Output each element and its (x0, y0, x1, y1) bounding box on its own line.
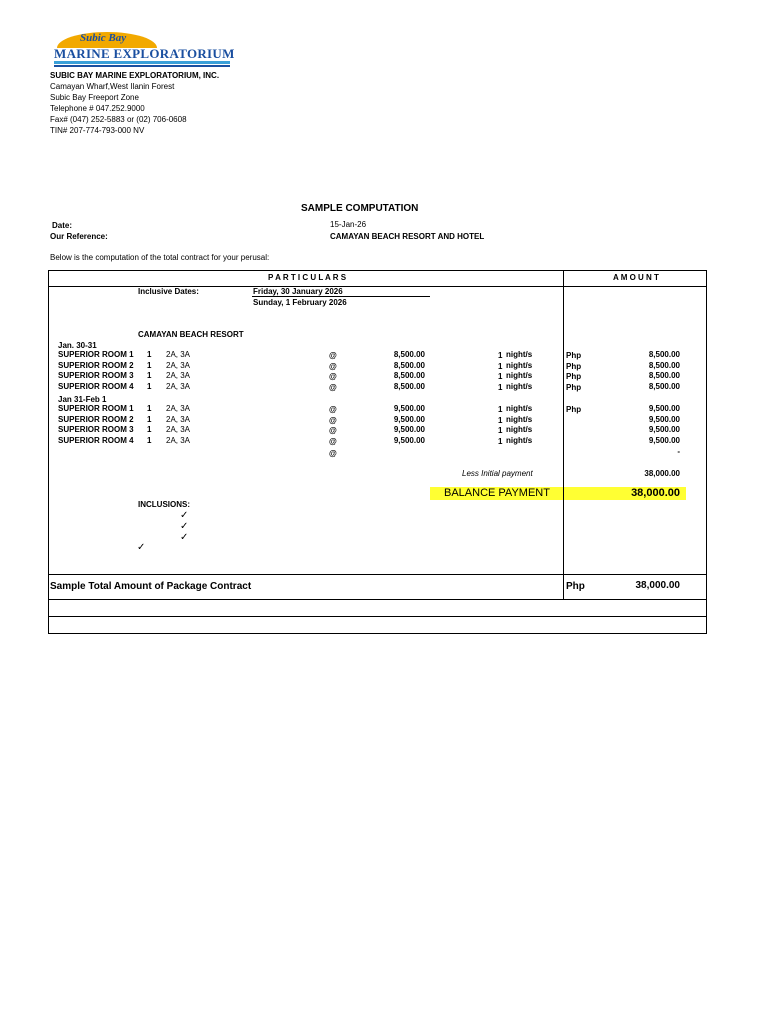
cell-amount: 8,500.00 (648, 371, 680, 381)
cell-amount: 9,500.00 (648, 425, 680, 435)
intro-text: Below is the computation of the total contract for your perusal: (50, 253, 270, 262)
company-telephone: Telephone # 047.252.9000 (50, 104, 145, 113)
balance-payment-amount: 38,000.00 (631, 487, 680, 499)
cell-unit: night/s (506, 414, 533, 424)
cell-pax: 2A, 3A (166, 404, 191, 413)
cell-room: SUPERIOR ROOM 3 (58, 371, 134, 381)
cell-pax: 2A, 3A (166, 425, 191, 435)
total-amount: 38,000.00 (635, 580, 680, 591)
total-label: Sample Total Amount of Package Contract (50, 581, 252, 592)
cell-unit: night/s (506, 360, 533, 370)
cell-unit: night/s (506, 425, 533, 435)
cell-room: SUPERIOR ROOM 1 (58, 404, 134, 413)
company-address1: Camayan Wharf,West Ilanin Forest (50, 82, 175, 91)
cell-room: SUPERIOR ROOM 4 (58, 382, 134, 392)
cell-nights: 1 (498, 426, 503, 436)
cell-rate: 9,500.00 (393, 414, 425, 424)
cell-cur: Php (566, 383, 582, 393)
cell-at: @ (329, 351, 337, 360)
company-logo (52, 30, 235, 70)
cell-rate: 8,500.00 (393, 371, 425, 381)
cell-at: @ (329, 361, 337, 371)
cell-qty: 1 (147, 436, 152, 446)
cell-room: SUPERIOR ROOM 1 (58, 350, 134, 359)
cell-rate: 8,500.00 (393, 350, 425, 359)
table-left-border (48, 270, 49, 634)
cell-qty: 1 (147, 371, 152, 381)
table-top-border (48, 270, 707, 271)
particulars-header: P A R T I C U L A R S (268, 273, 347, 282)
cell-at: @ (329, 405, 337, 414)
cell-pax: 2A, 3A (166, 436, 191, 446)
table-bottom-border (48, 633, 707, 634)
cell-pax: 2A, 3A (166, 371, 191, 381)
logo-text-top: Subic Bay (80, 32, 127, 44)
reference-label: Our Reference: (50, 232, 108, 241)
cell-nights: 1 (498, 372, 503, 382)
cell-amount: 9,500.00 (648, 414, 680, 424)
cell-nights: 1 (498, 383, 503, 393)
resort-name: CAMAYAN BEACH RESORT (138, 330, 244, 339)
inclusive-dates-label: Inclusive Dates: (138, 287, 199, 296)
page-title: SAMPLE COMPUTATION (301, 203, 419, 214)
company-fax: Fax# (047) 252-5883 or (02) 706-0608 (50, 115, 187, 124)
total-currency: Php (566, 581, 585, 592)
cell-unit: night/s (506, 350, 533, 359)
date-from: Friday, 30 January 2026 (253, 287, 343, 296)
cell-room: SUPERIOR ROOM 4 (58, 436, 134, 446)
company-tin: TIN# 207-774-793-000 NV (50, 126, 145, 135)
cell-nights: 1 (498, 361, 503, 371)
cell-pax: 2A, 3A (166, 382, 191, 392)
cell-pax: 2A, 3A (166, 414, 191, 424)
company-address2: Subic Bay Freeport Zone (50, 93, 139, 102)
check-icon: ✓ (180, 510, 189, 521)
date-label: Date: (52, 221, 73, 230)
group1-label: Jan. 30-31 (58, 341, 97, 350)
company-name: SUBIC BAY MARINE EXPLORATORIUM, INC. (50, 71, 220, 80)
cell-rate: 9,500.00 (393, 425, 425, 435)
check-icon: ✓ (180, 521, 189, 532)
cell-unit: night/s (506, 436, 533, 446)
cell-qty: 1 (147, 414, 152, 424)
less-initial-payment-label: Less Initial payment (462, 469, 533, 478)
cell-qty: 1 (147, 404, 152, 413)
cell-qty: 1 (147, 425, 152, 435)
row-divider (48, 616, 707, 617)
cell-rate: 8,500.00 (393, 360, 425, 370)
cell-amount: 8,500.00 (648, 360, 680, 370)
cell-amount: 9,500.00 (648, 404, 680, 413)
logo-text-main: MARINE EXPLORATORIUM (54, 46, 235, 61)
cell-cur: Php (566, 351, 582, 360)
cell-nights: 1 (498, 437, 503, 447)
balance-payment-label: BALANCE PAYMENT (444, 487, 550, 499)
extra-amount: - (677, 447, 680, 456)
cell-at: @ (329, 415, 337, 425)
cell-pax: 2A, 3A (166, 350, 191, 359)
cell-at: @ (329, 426, 337, 436)
cell-cur: Php (566, 405, 582, 414)
total-bottom-border (48, 599, 707, 600)
cell-qty: 1 (147, 350, 152, 359)
cell-nights: 1 (498, 351, 503, 360)
column-divider (563, 270, 564, 600)
cell-qty: 1 (147, 360, 152, 370)
cell-room: SUPERIOR ROOM 3 (58, 425, 134, 435)
cell-nights: 1 (498, 405, 503, 414)
cell-qty: 1 (147, 382, 152, 392)
cell-rate: 9,500.00 (393, 404, 425, 413)
less-initial-payment-amount: 38,000.00 (644, 469, 680, 478)
body-bottom-border (48, 574, 707, 575)
inclusions-label: INCLUSIONS: (138, 500, 190, 509)
cell-amount: 8,500.00 (648, 350, 680, 359)
cell-unit: night/s (506, 404, 533, 413)
cell-rate: 9,500.00 (393, 436, 425, 446)
table-right-border (706, 270, 707, 634)
cell-nights: 1 (498, 415, 503, 425)
cell-cur: Php (566, 361, 582, 371)
cell-at: @ (329, 372, 337, 382)
cell-room: SUPERIOR ROOM 2 (58, 414, 134, 424)
cell-room: SUPERIOR ROOM 2 (58, 360, 134, 370)
cell-unit: night/s (506, 382, 533, 392)
amount-header: A M O U N T (613, 273, 659, 282)
date-value: 15-Jan-26 (330, 220, 367, 229)
cell-at: @ (329, 437, 337, 447)
cell-cur: Php (566, 372, 582, 382)
date-to: Sunday, 1 February 2026 (253, 298, 347, 307)
cell-amount: 9,500.00 (648, 436, 680, 446)
extra-at-sign: @ (329, 449, 337, 458)
cell-unit: night/s (506, 371, 533, 381)
cell-pax: 2A, 3A (166, 360, 191, 370)
check-icon: ✓ (137, 542, 146, 553)
cell-at: @ (329, 383, 337, 393)
cell-amount: 8,500.00 (648, 382, 680, 392)
check-icon: ✓ (180, 532, 189, 543)
group2-label: Jan 31-Feb 1 (58, 395, 107, 404)
cell-rate: 8,500.00 (393, 382, 425, 392)
reference-value: CAMAYAN BEACH RESORT AND HOTEL (330, 232, 485, 241)
